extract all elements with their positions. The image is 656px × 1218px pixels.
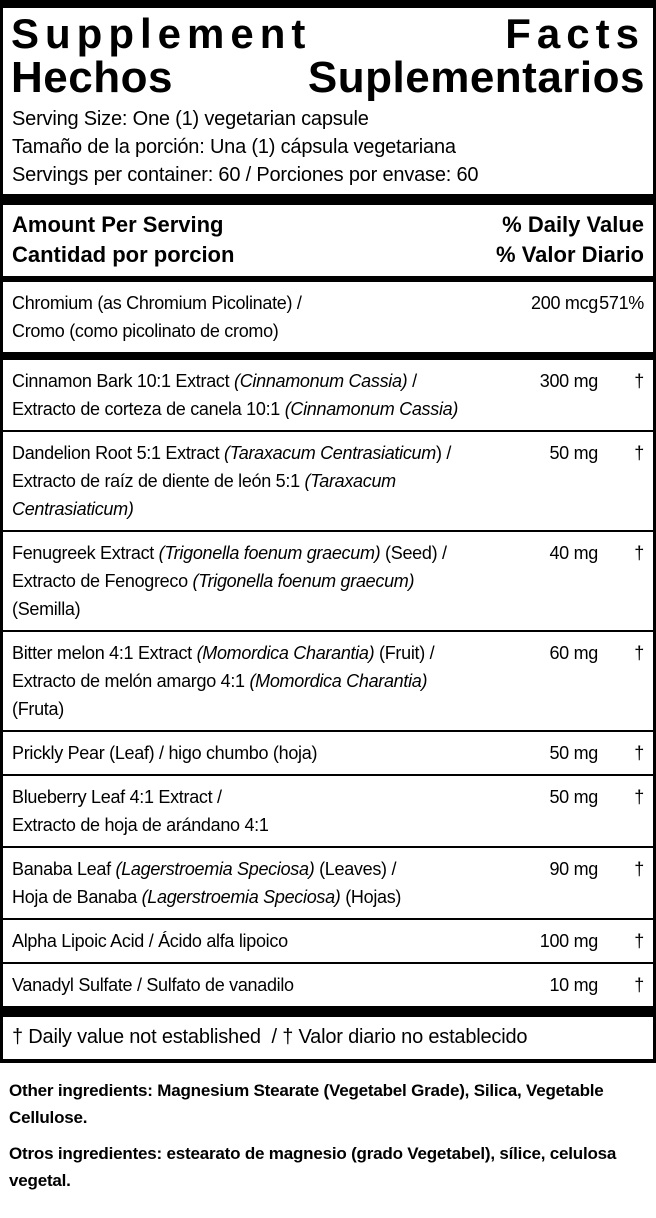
nutrient-row <box>3 962 653 1006</box>
serving-size-line: Serving Size: One (1) vegetarian capsule <box>12 107 369 130</box>
daily-value-footnote: † Daily value not established / † Valor diario no establecido <box>12 1025 528 1048</box>
daily-value-english: % Daily Value <box>502 211 644 237</box>
divider-thick-top <box>3 194 653 205</box>
amount-per-serving-spanish: Cantidad por porcion <box>12 241 235 267</box>
row-daily-value: 571% <box>599 292 644 313</box>
row-amount: 10 mg <box>549 974 598 995</box>
row-daily-value: † <box>634 370 644 391</box>
nutrient-row-chromium <box>3 282 653 352</box>
row-amount: 100 mg <box>539 930 598 951</box>
other-ingredients-spanish: Otros ingredientes: estearato de magnesio (grado Vegetabel), sílice, celulosa vegetal. <box>9 1143 617 1190</box>
row-name <box>12 289 510 345</box>
row-daily-value: † <box>634 858 644 879</box>
serving-size-line-spanish: Tamaño de la porción: Una (1) cápsula vegetariana <box>12 135 456 158</box>
amount-per-serving-header <box>12 210 234 270</box>
row-name: Alpha Lipoic Acid / Ácido alfa lipoico <box>12 930 288 951</box>
divider-heavy <box>3 352 653 360</box>
row-name: Blueberry Leaf 4:1 Extract / Extracto de hoja de arándano 4:1 <box>12 786 269 835</box>
row-name: Vanadyl Sulfate / Sulfato de vanadilo <box>12 974 294 995</box>
row-daily-value: † <box>634 786 644 807</box>
serving-info <box>3 103 653 194</box>
row-name: Fenugreek Extract (Trigonella foenum graecum) (Seed) / Extracto de Fenogreco (Trigonella foenum graecum) (Semilla) <box>12 542 447 619</box>
daily-value-spanish: % Valor Diario <box>496 241 644 267</box>
nutrient-row <box>3 530 653 630</box>
panel-title-spanish: Hechos Suplementarios <box>11 52 645 102</box>
nutrient-row <box>3 360 653 430</box>
row-daily-value: † <box>634 930 644 951</box>
row-daily-value: † <box>634 542 644 563</box>
nutrient-row <box>3 774 653 846</box>
nutrient-row <box>3 918 653 962</box>
row-name-line1: Chromium (as Chromium Picolinate) / <box>12 292 302 313</box>
row-daily-value: † <box>634 974 644 995</box>
row-name: Prickly Pear (Leaf) / higo chumbo (hoja) <box>12 742 318 763</box>
row-name: Bitter melon 4:1 Extract (Momordica Charantia) (Fruit) / Extracto de melón amargo 4:1 (Momordica Charantia) (Fruta) <box>12 642 435 719</box>
divider-thick-bottom <box>3 1006 653 1017</box>
row-name: Banaba Leaf (Lagerstroemia Speciosa) (Leaves) / Hoja de Banaba (Lagerstroemia Speciosa) (Hojas) <box>12 858 402 907</box>
row-daily-value: † <box>634 642 644 663</box>
row-daily-value: † <box>634 742 644 763</box>
row-daily-value: † <box>634 442 644 463</box>
panel-title-english: Supplement Facts <box>11 10 645 57</box>
row-amount: 50 mg <box>549 786 598 807</box>
row-amount: 300 mg <box>539 370 598 391</box>
row-amount: 50 mg <box>549 742 598 763</box>
herb-ingredient-rows <box>3 360 653 1006</box>
nutrient-row <box>3 846 653 918</box>
row-amount: 90 mg <box>549 858 598 879</box>
row-name: Dandelion Root 5:1 Extract (Taraxacum Centrasiaticum) / Extracto de raíz de diente de león 5:1 (Taraxacum Centrasiaticum) <box>12 442 452 519</box>
row-amount: 40 mg <box>549 542 598 563</box>
column-header <box>3 205 653 276</box>
row-amount: 50 mg <box>549 442 598 463</box>
row-name-line2: Cromo (como picolinato de cromo) <box>12 320 279 341</box>
amount-per-serving-english: Amount Per Serving <box>12 211 224 237</box>
nutrient-row <box>3 430 653 530</box>
row-amount: 200 mcg <box>531 292 598 313</box>
row-amount: 60 mg <box>549 642 598 663</box>
nutrient-row <box>3 630 653 730</box>
servings-per-container-line: Servings per container: 60 / Porciones por envase: 60 <box>12 163 479 186</box>
other-ingredients-english: Other ingredients: Magnesium Stearate (Vegetabel Grade), Silica, Vegetable Cellulose. <box>9 1080 604 1127</box>
row-name: Cinnamon Bark 10:1 Extract (Cinnamonum Cassia) / Extracto de corteza de canela 10:1 (Cinnamonum Cassia) <box>12 370 459 419</box>
nutrient-row <box>3 730 653 774</box>
daily-value-header <box>496 210 644 270</box>
